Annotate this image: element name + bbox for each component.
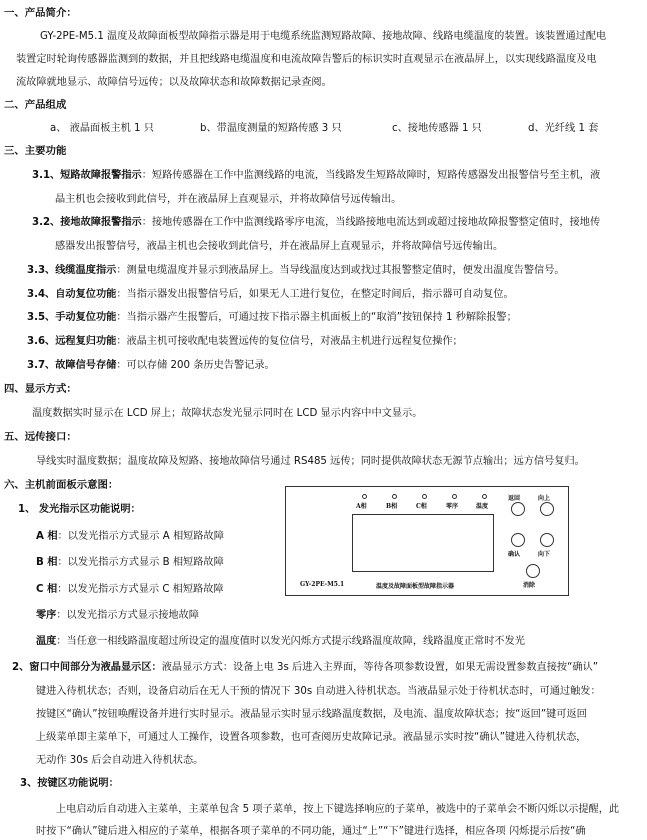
led-b-icon <box>392 494 397 499</box>
key-area-desc-1: 上电启动后自动进入主菜单，主菜单包含 5 项子菜单，按上下键选择响应的子菜单，被选中的子菜单会不断闪烁以示提醒，此 <box>56 804 620 815</box>
up-key[interactable] <box>540 502 554 516</box>
led-c-label: C相 <box>416 503 427 510</box>
key-back-label: 返回 <box>508 495 521 502</box>
led-a-icon <box>362 494 367 499</box>
intro-line-2: 装置定时轮询传感器监测到的数据，并且把线路电缆温度和电流故障告警后的标识实时直观显示在液晶屏上，以实现线路温度及电 <box>16 54 597 65</box>
composition-item-d: d、光纤线 1 套 <box>528 123 599 134</box>
feature-3-4: 3.4、自动复位功能：当指示器发出报警信号后，如果无人工进行复位，在整定时间后，指示器可自动复位。 <box>27 289 514 300</box>
section-1-title: 一、产品简介： <box>4 7 77 19</box>
led-desc-b: B 相：以发光指示方式显示 B 相短路故障 <box>36 557 224 568</box>
key-cancel-label: 消除 <box>523 582 536 589</box>
front-panel-diagram <box>285 486 569 596</box>
led-area-subtitle: 1、 发光指示区功能说明： <box>18 504 141 515</box>
led-desc-c: C 相：以发光指示方式显示 C 相短路故障 <box>36 584 224 595</box>
composition-item-c: c、接地传感器 1 只 <box>392 123 482 134</box>
led-a-label: A相 <box>356 503 367 510</box>
lcd-area-desc-3: 按键区“确认”按钮唤醒设备并进行实时显示。液晶显示实时显示线路温度数据，及电流、温度故障状态；按“返回”键可返回 <box>36 709 587 720</box>
feature-3-3: 3.3、线缆温度指示：测量电缆温度并显示到液晶屏上。当导线温度达到或找过其报警整定值时，便发出温度告警信号。 <box>27 265 565 276</box>
feature-3-2: 3.2、接地故障报警指示：接地传感器在工作中监测线路零序电流，当线路接地电流达到或超过接地故障报警整定值时，接地传 <box>32 217 601 228</box>
intro-line-3: 流故障就地显示、故障信号远传；以及故障状态和故障数据记录查阅。 <box>16 77 332 88</box>
led-temp-icon <box>482 494 487 499</box>
confirm-key[interactable] <box>511 533 525 547</box>
key-area-desc-2: 时按下“确认”键后进入相应的子菜单，根据各项子菜单的不同功能，通过“上”“下”键进行选择，相应各项 闪烁提示后按“确 <box>36 826 586 837</box>
composition-item-a: a、 液晶面板主机 1 只 <box>50 123 154 134</box>
down-key[interactable] <box>540 533 554 547</box>
section-4-title: 四、显示方式： <box>4 383 77 395</box>
led-b-label: B相 <box>386 503 398 510</box>
led-zero-label: 零序 <box>446 503 459 510</box>
section-5-title: 五、远传接口： <box>4 431 77 443</box>
lcd-screen <box>352 514 494 572</box>
lcd-area-desc-5: 无动作 30s 后会自动进入待机状态。 <box>36 755 204 766</box>
feature-3-2-cont: 感器发出报警信号，液晶主机也会接收到此信号，并在液晶屏上直观显示，并将故障信号远传输出。 <box>55 241 504 252</box>
feature-3-1: 3.1、短路故障报警指示：短路传感器在工作中监测线路的电流，当线路发生短路故障时，短路传感器发出报警信号至主机，液 <box>32 170 601 181</box>
section-3-title: 三、主要功能 <box>4 145 67 157</box>
key-confirm-label: 确认 <box>508 551 521 558</box>
composition-item-b: b、带温度测量的短路传感 3 只 <box>200 123 342 134</box>
cancel-key[interactable] <box>526 564 540 578</box>
key-down-label: 向下 <box>538 551 551 558</box>
led-zero-icon <box>452 494 457 499</box>
lcd-area-desc-1: 2、窗口中间部分为液晶显示区：液晶显示方式：设备上电 3s 后进入主界面，等待各项参数设置，如果无需设置参数直接按“确认” <box>12 662 599 673</box>
intro-line-1: GY-2PE-M5.1 温度及故障面板型故障指示器是用于电缆系统监测短路故障、接地故障、线路电缆温度的装置。该装置通过配电 <box>40 31 607 42</box>
back-key[interactable] <box>511 502 525 516</box>
feature-3-6: 3.6、远程复归功能：液晶主机可接收配电装置远传的复位信号，对液晶主机进行远程复位操作； <box>27 336 463 347</box>
section-2-title: 二、产品组成 <box>4 99 67 111</box>
section-6-title: 六、主机前面板示意图： <box>4 479 119 491</box>
led-c-icon <box>422 494 427 499</box>
led-desc-a: A 相：以发光指示方式显示 A 相短路故障 <box>36 531 224 542</box>
led-desc-temp: 温度：当任意一相线路温度超过所设定的温度值时以发光闪烁方式提示线路温度故障，线路温度正常时不发光 <box>36 636 525 647</box>
feature-3-7: 3.7、故障信号存储：可以存储 200 条历史告警记录。 <box>27 360 275 371</box>
led-temp-label: 温度 <box>476 503 489 510</box>
feature-3-1-cont: 晶主机也会接收到此信号，并在液晶屏上直观显示，并将故障信号远传输出。 <box>55 194 402 205</box>
key-area-subtitle: 3、按键区功能说明： <box>20 778 119 789</box>
led-desc-zero: 零序：以发光指示方式显示接地故障 <box>36 610 199 621</box>
feature-3-5: 3.5、手动复位功能：当指示器产生报警后，可通过按下指示器主机面板上的“取消”按钮保持 1 秒解除报警； <box>27 312 517 323</box>
display-mode-text: 温度数据实时显示在 LCD 屏上；故障状态发光显示同时在 LCD 显示内容中中文显示。 <box>32 408 423 419</box>
lcd-area-desc-4: 上级菜单即主菜单下，可通过人工操作，设置各项参数，也可查阅历史故障记录。液晶显示实时按“确认”键进入待机状态， <box>36 732 587 743</box>
panel-name: 温度及故障面板型故障指示器 <box>376 583 455 590</box>
remote-interface-text: 导线实时温度数据；温度故障及短路、接地故障信号通过 RS485 远传；同时提供故障状态无源节点输出；远方信号复归。 <box>36 456 585 467</box>
panel-model: GY-2PE-M5.1 <box>300 581 345 588</box>
lcd-area-desc-2: 键进入待机状态；否则，设备启动后在无人干预的情况下 30s 自动进入待机状态。当液晶显示处于待机状态时，可通过触发： <box>36 686 601 697</box>
key-up-label: 向上 <box>538 495 551 502</box>
